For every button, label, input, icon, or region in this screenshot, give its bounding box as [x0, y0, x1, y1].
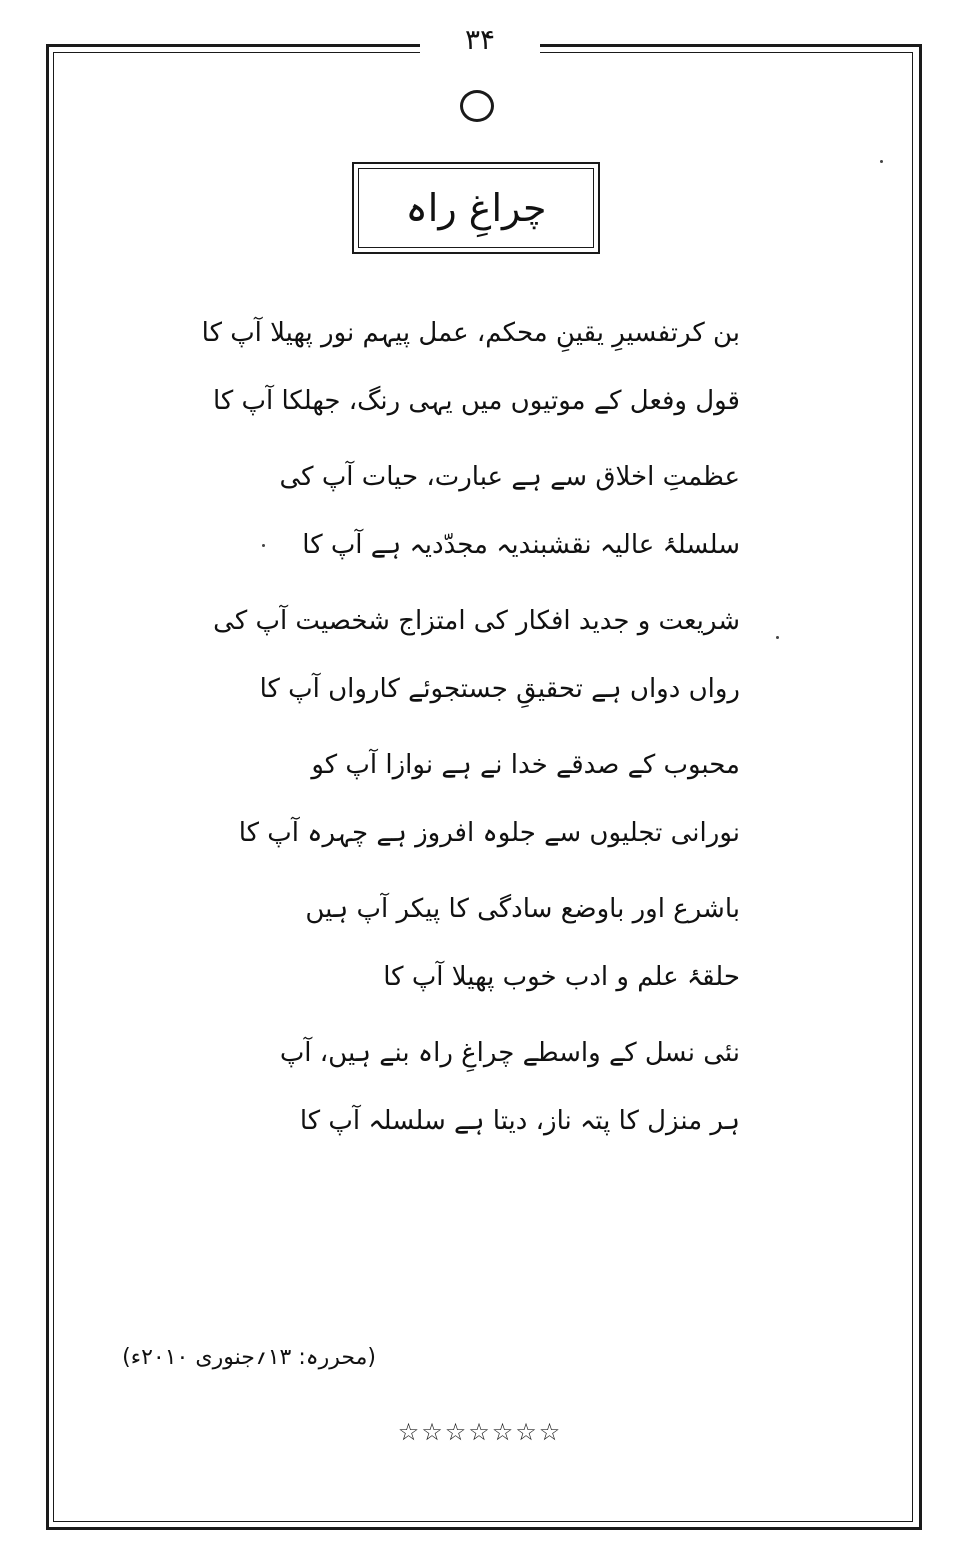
verse-line: شریعت و جدید افکار کی امتزاج شخصیت آپ کی	[213, 606, 740, 636]
verse-line: باشرع اور باوضع سادگی کا پیکر آپ ہیں	[305, 894, 740, 924]
scan-speck	[262, 544, 265, 547]
star-divider: ☆☆☆☆☆☆☆	[397, 1418, 563, 1446]
verse-line: محبوب کے صدقے خدا نے ہے نوازا آپ کو	[311, 750, 740, 780]
stanza-6	[180, 1032, 740, 1142]
verse-line: حلقۂ علم و ادب خوب پھیلا آپ کا	[383, 962, 740, 992]
verse-line: سلسلۂ عالیہ نقشبندیہ مجدّدیہ ہے آپ کا	[302, 530, 740, 560]
scan-speck	[880, 160, 883, 163]
verse-line: نئی نسل کے واسطے چراغِ راہ بنے ہیں، آپ	[279, 1038, 740, 1068]
title-box-inner	[358, 168, 594, 248]
circle-ornament-icon	[460, 90, 494, 122]
verse-line: بن کرتفسیرِ یقینِ محکم، عمل پیہم نور پھیلا آپ کا	[201, 318, 740, 348]
scan-speck	[776, 636, 779, 639]
poem	[180, 312, 740, 1176]
verse-line: رواں دواں ہے تحقیقِ جستجوئے کارواں آپ کا	[259, 674, 740, 704]
verse-line: نورانی تجلیوں سے جلوہ افروز ہے چہرہ آپ کا	[238, 818, 740, 848]
stanza-2	[180, 456, 740, 566]
stanza-4	[180, 744, 740, 854]
page-title: چراغِ راہ	[405, 186, 547, 230]
date-note: (محررہ: ۱۳؍جنوری ۲۰۱۰ء)	[122, 1345, 376, 1370]
page-number: ۳۴	[420, 18, 540, 62]
verse-line: ہر منزل کا پتہ ناز، دیتا ہے سلسلہ آپ کا	[299, 1106, 740, 1136]
stanza-1	[180, 312, 740, 422]
stanza-3	[180, 600, 740, 710]
stanza-5	[180, 888, 740, 998]
title-box	[352, 162, 600, 254]
verse-line: قول وفعل کے موتیوں میں یہی رنگ، جھلکا آپ کا	[212, 386, 740, 416]
verse-line: عظمتِ اخلاق سے ہے عبارت، حیات آپ کی	[279, 462, 740, 492]
